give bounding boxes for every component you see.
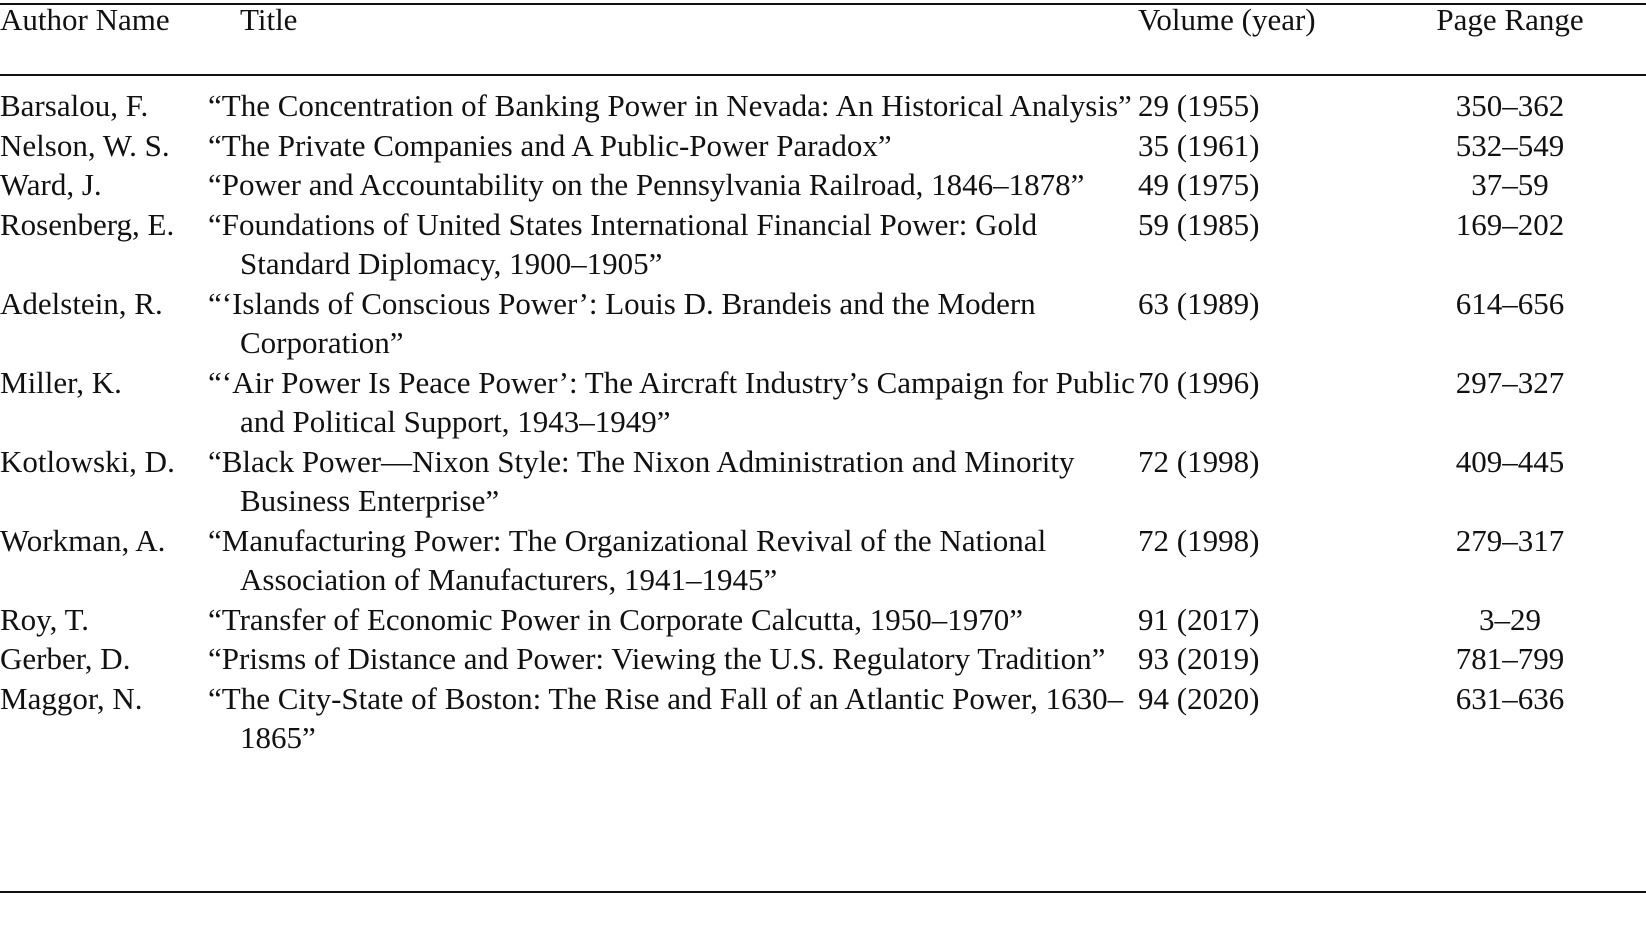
- author-cell: Barsalou, F.: [0, 88, 149, 123]
- page-range-cell: 350–362: [1455, 88, 1565, 123]
- table-row: [0, 600, 1646, 640]
- page-range-cell: 532–549: [1455, 127, 1565, 163]
- column-header-volume: Volume (year): [1138, 2, 1316, 37]
- volume-cell: 63 (1989): [1138, 285, 1260, 321]
- page-range-cell: 3–29: [1479, 601, 1541, 637]
- page-range-cell: 169–202: [1455, 206, 1565, 242]
- volume-cell: 29 (1955): [1138, 88, 1260, 123]
- volume-cell: 94 (2020): [1138, 680, 1260, 716]
- page-range-cell: 409–445: [1455, 443, 1565, 479]
- table-bottom-rule: [0, 891, 1646, 893]
- page-range-cell: 37–59: [1471, 167, 1549, 202]
- column-header-title: Title: [240, 2, 298, 37]
- page-range-cell: 614–656: [1455, 285, 1565, 321]
- author-cell: Rosenberg, E.: [0, 206, 175, 242]
- author-cell: Ward, J.: [0, 167, 102, 202]
- title-cell: “Prisms of Distance and Power: Viewing the U.S. Regulatory Tradition”: [208, 641, 1106, 676]
- table-row: [0, 165, 1646, 205]
- title-cell: “The Private Companies and A Public-Power Paradox”: [208, 127, 892, 163]
- volume-cell: 70 (1996): [1138, 364, 1260, 400]
- header-row: [0, 0, 1646, 79]
- author-cell: Roy, T.: [0, 601, 89, 637]
- title-cell: “‘Islands of Conscious Power’: Louis D. Brandeis and the Modern Corporation”: [208, 285, 1036, 360]
- title-cell: “Manufacturing Power: The Organizational Revival of the National Association of Manufacturers, 1941–1945”: [208, 522, 1047, 597]
- table-row: [0, 205, 1646, 284]
- page-range-cell: 631–636: [1455, 680, 1565, 716]
- volume-cell: 91 (2017): [1138, 601, 1260, 637]
- volume-cell: 35 (1961): [1138, 127, 1260, 163]
- table-row: [0, 679, 1646, 758]
- author-cell: Workman, A.: [0, 522, 166, 558]
- volume-cell: 93 (2019): [1138, 641, 1260, 676]
- author-cell: Kotlowski, D.: [0, 443, 175, 479]
- author-cell: Gerber, D.: [0, 641, 131, 676]
- author-cell: Adelstein, R.: [0, 285, 163, 321]
- table-header: [0, 0, 1646, 79]
- page-range-cell: 279–317: [1455, 522, 1565, 558]
- title-cell: “‘Air Power Is Peace Power’: The Aircraft Industry’s Campaign for Public and Political Support, 1943–1949”: [208, 364, 1135, 439]
- title-cell: “Black Power—Nixon Style: The Nixon Administration and Minority Business Enterprise”: [208, 443, 1075, 518]
- table-row: [0, 126, 1646, 166]
- author-cell: Miller, K.: [0, 364, 122, 400]
- author-cell: Maggor, N.: [0, 680, 143, 716]
- title-cell: “Power and Accountability on the Pennsylvania Railroad, 1846–1878”: [208, 167, 1085, 202]
- page-range-cell: 781–799: [1455, 641, 1565, 676]
- volume-cell: 49 (1975): [1138, 167, 1260, 202]
- table-row: [0, 79, 1646, 126]
- page-range-cell: 297–327: [1455, 364, 1565, 400]
- column-header-pages: Page Range: [1436, 2, 1584, 37]
- table-row: [0, 363, 1646, 442]
- volume-cell: 59 (1985): [1138, 206, 1260, 242]
- table-row: [0, 639, 1646, 679]
- title-cell: “The Concentration of Banking Power in Nevada: An Historical Analysis”: [208, 88, 1132, 123]
- volume-cell: 72 (1998): [1138, 443, 1260, 479]
- table-body: [0, 79, 1646, 758]
- title-cell: “Foundations of United States International Financial Power: Gold Standard Diplomacy, 1900–1905”: [208, 206, 1038, 281]
- title-cell: “The City-State of Boston: The Rise and Fall of an Atlantic Power, 1630–1865”: [208, 680, 1124, 755]
- title-cell: “Transfer of Economic Power in Corporate Calcutta, 1950–1970”: [208, 601, 1023, 637]
- author-cell: Nelson, W. S.: [0, 127, 170, 163]
- column-header-author: Author Name: [0, 2, 170, 37]
- table-row: [0, 442, 1646, 521]
- table-row: [0, 284, 1646, 363]
- table-row: [0, 521, 1646, 600]
- volume-cell: 72 (1998): [1138, 522, 1260, 558]
